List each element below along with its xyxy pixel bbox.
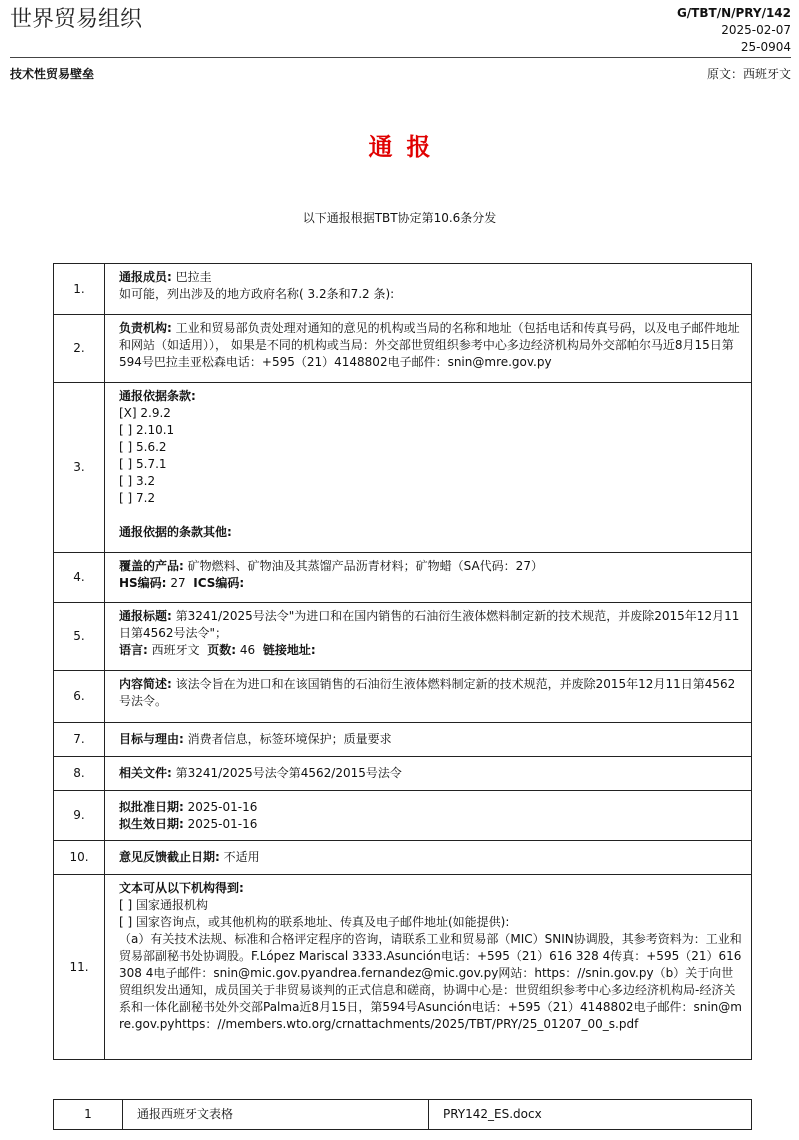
field-note: 如可能，列出涉及的地方政府名称( 3.2条和7.2 条): xyxy=(119,287,395,301)
table-row xyxy=(54,841,752,875)
row-content xyxy=(105,315,752,383)
row-number: 8. xyxy=(54,757,105,791)
link-label: 链接地址: xyxy=(262,643,316,657)
language-value: 西班牙文 xyxy=(147,643,200,657)
row-number: 3. xyxy=(54,383,105,553)
row-number: 11. xyxy=(54,875,105,1060)
row-content xyxy=(105,671,752,723)
field-label: 目标与理由: xyxy=(119,732,184,746)
field-label: 相关文件: xyxy=(119,766,172,780)
field-value: 第3241/2025号法令"为进口和在国内销售的石油衍生液体燃料制定新的技术规范，并废除2015年12月11日第4562号法令"； xyxy=(119,609,740,640)
field-value: 消费者信息，标签环境保护；质量要求 xyxy=(183,732,392,746)
notification-table xyxy=(53,263,752,1060)
table-row xyxy=(54,315,752,383)
attachment-table xyxy=(53,1099,752,1130)
effective-date-label: 拟生效日期: xyxy=(119,816,184,831)
row-content xyxy=(105,841,752,875)
row-number: 9. xyxy=(54,791,105,841)
approval-date-label: 拟批准日期: xyxy=(119,799,184,814)
document-symbol: G/TBT/N/PRY/142 xyxy=(676,6,791,20)
field-label: 通报标题: xyxy=(119,609,172,623)
field-value: 不适用 xyxy=(219,850,260,864)
field-label: 负责机构: xyxy=(119,321,172,335)
field-value: 工业和贸易部负责处理对通知的意见的机构或当局的名称和地址（包括电话和传真号码，以及电子邮件地址和网站（如适用））， 如果是不同的机构或当局：外交部世贸组织参考中心多边经济机构局外交部帕尔马近8月15日第594号巴拉圭亚松森电话：+595（21）4148802电子邮件：snin@mre.gov.py xyxy=(119,321,740,369)
row-content xyxy=(105,264,752,315)
row-content xyxy=(105,723,752,757)
document-reference xyxy=(677,5,791,56)
table-row xyxy=(54,603,752,671)
pages-label: 页数: xyxy=(207,643,237,657)
row-number: 7. xyxy=(54,723,105,757)
checkbox-item: [ ] 2.10.1 xyxy=(119,423,175,437)
field-value: 巴拉圭 xyxy=(171,270,212,284)
field-value: 该法令旨在为进口和在该国销售的石油衍生液体燃料制定新的技术规范，并废除2015年12月11日第4562号法令。 xyxy=(119,677,736,708)
field-label: 覆盖的产品: xyxy=(119,559,184,573)
effective-date-value: 2025-01-16 xyxy=(183,816,258,831)
row-number: 5. xyxy=(54,603,105,671)
row-number: 4. xyxy=(54,553,105,603)
checkbox-item: [ ] 5.7.1 xyxy=(119,457,167,471)
document-date: 2025-02-07 xyxy=(721,23,791,37)
field-value: 矿物燃料、矿物油及其蒸馏产品沥青材料；矿物蜡（SA代码：27） xyxy=(183,559,543,573)
checkbox-item: [ ] 国家咨询点，或其他机构的联系地址、传真及电子邮件地址(如能提供): xyxy=(119,915,510,929)
field-label: 通报依据的条款其他: xyxy=(119,525,232,539)
table-row xyxy=(54,757,752,791)
row-content xyxy=(105,875,752,1060)
header-divider xyxy=(10,57,791,58)
row-content xyxy=(105,603,752,671)
org-name: 世界贸易组织 xyxy=(10,7,143,32)
checkbox-item: [ ] 国家通报机构 xyxy=(119,898,208,912)
contact-details: （a）有关技术法规、标准和合格评定程序的咨询，请联系工业和贸易部（MIC）SNIN协调股，其参考资料为：工业和贸易部副秘书处协调股。F.López Mariscal 3333.Asunción电话：+595（21）616 328 4传真：+595（21）616 308 4电子邮件：snin@mic.gov.pyandrea.fernandez@mic.gov.py网站：https：//snin.gov.py（b）关于向世贸组织发出通知，成员国关于非贸易谈判的正式信息和磋商，协调中心是：世贸组织参考中心多边经济机构局-经济关系和一体化副秘书处外交部Palma近8月15日，第594号Asunción电话：+595（21）4148802电子邮件：snin@mre.gov.pyhttps：//members.wto.org/crnattachments/2025/TBT/PRY/25_01207_00_s.pdf xyxy=(119,932,742,1031)
checkbox-item: [ ] 7.2 xyxy=(119,491,156,505)
field-label: 通报依据条款: xyxy=(119,389,196,403)
row-content xyxy=(105,553,752,603)
attachment-description: 通报西班牙文表格 xyxy=(123,1100,429,1130)
row-content xyxy=(105,383,752,553)
table-row xyxy=(54,875,752,1060)
row-number: 2. xyxy=(54,315,105,383)
hs-label: HS编码: xyxy=(119,576,167,590)
table-row xyxy=(54,723,752,757)
committee-name: 技术性贸易壁垒 xyxy=(10,67,95,81)
table-row xyxy=(54,671,752,723)
table-row xyxy=(54,264,752,315)
document-number: 25-0904 xyxy=(740,40,791,54)
checkbox-item: [X] 2.9.2 xyxy=(119,406,171,420)
row-content xyxy=(105,757,752,791)
pages-value: 46 xyxy=(236,643,256,657)
hs-value: 27 xyxy=(166,576,186,590)
row-number: 1. xyxy=(54,264,105,315)
attachment-file[interactable]: PRY142_ES.docx xyxy=(429,1100,752,1130)
intro-text: 以下通报根据TBT协定第10.6条分发 xyxy=(302,211,497,225)
field-label: 通报成员: xyxy=(119,270,172,284)
table-row xyxy=(54,1100,752,1130)
field-label: 文本可从以下机构得到: xyxy=(119,881,244,895)
ics-label: ICS编码: xyxy=(193,576,245,590)
approval-date-value: 2025-01-16 xyxy=(183,799,258,814)
field-value: 第3241/2025号法令第4562/2015号法令 xyxy=(171,766,402,780)
table-row xyxy=(54,553,752,603)
field-label: 意见反馈截止日期: xyxy=(119,850,220,864)
checkbox-item: [ ] 3.2 xyxy=(119,474,156,488)
attachment-number: 1 xyxy=(54,1100,123,1130)
row-content xyxy=(105,791,752,841)
table-row xyxy=(54,791,752,841)
page-title: 通报 xyxy=(368,133,445,161)
table-row xyxy=(54,383,752,553)
checkbox-item: [ ] 5.6.2 xyxy=(119,440,167,454)
row-number: 10. xyxy=(54,841,105,875)
row-number: 6. xyxy=(54,671,105,723)
field-label: 内容简述: xyxy=(119,677,172,691)
original-language: 原文：西班牙文 xyxy=(706,67,791,81)
language-label: 语言: xyxy=(119,643,148,657)
